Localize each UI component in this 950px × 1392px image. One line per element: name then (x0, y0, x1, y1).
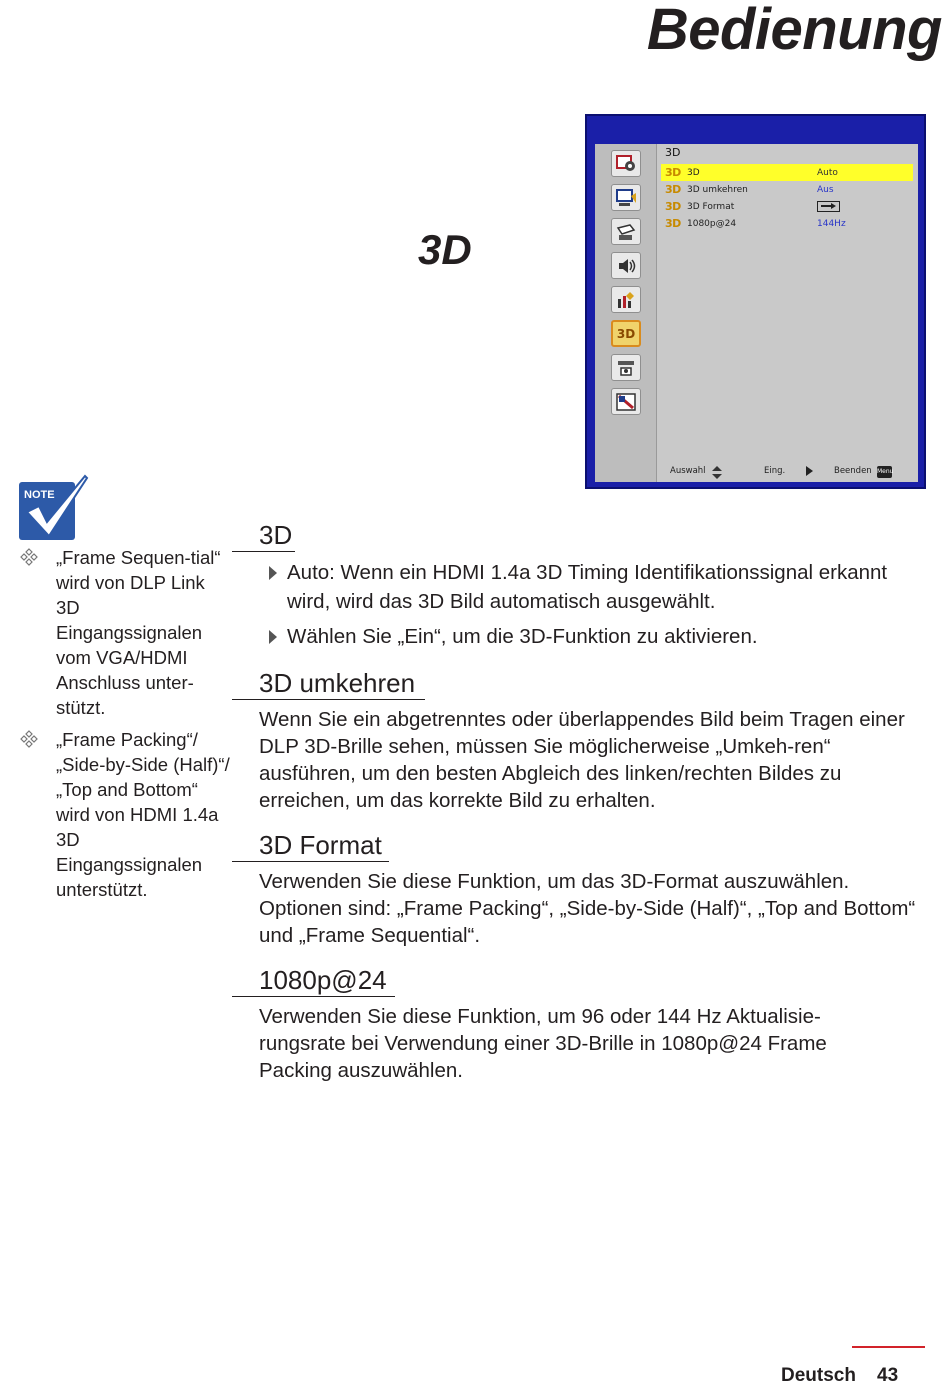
osd-footer (657, 462, 918, 482)
section-body: Wenn Sie ein abgetrenntes oder überlappendes Bild beim Tragen einer DLP 3D-Brille sehen, müssen Sie möglicherweise „Umkeh-ren“ ausführen, um den besten Abgleich des linken/rechten Bildes zu erreichen, um das korrekte Bild zu erhalten. (259, 708, 905, 812)
osd-row-value: Aus (817, 185, 834, 195)
footer-language: Deutsch (781, 1365, 856, 1386)
list-item (232, 622, 922, 651)
osd-row-3d (661, 164, 913, 181)
osd-3d-tab-label: 3D (616, 326, 636, 341)
osd-row-badge: 3D (665, 217, 681, 230)
osd-row-label: 1080p@24 (687, 219, 737, 229)
note-list (20, 545, 230, 909)
osd-row-label: 3D (687, 168, 700, 178)
image-settings-icon (611, 150, 641, 177)
note-icon (19, 474, 89, 542)
diamond-bullet-icon (20, 730, 38, 748)
osd-row-value: 144Hz (817, 219, 846, 229)
section-heading: 3D Format (232, 830, 922, 860)
section-3d-format (232, 830, 922, 949)
section-body: Verwenden Sie diese Funktion, um 96 oder 144 Hz Aktualisie-rungsrate bei Verwendung einer 3D-Brille in 1080p@24 Frame Packing auszuwählen. (259, 1005, 827, 1082)
input-source-icon (611, 388, 641, 415)
options-icon (611, 286, 641, 313)
osd-panel (595, 144, 918, 482)
section-body: Verwenden Sie diese Funktion, um das 3D-Format auszuwählen. Optionen sind: „Frame Packing“, „Side-by-Side (Half)“, „Top and Bottom“ und „Frame Sequential“. (259, 870, 916, 947)
list-item-text: Wählen Sie „Ein“, um die 3D-Funktion zu aktivieren. (287, 625, 758, 648)
right-arrow-icon (806, 466, 813, 476)
section-heading: 1080p@24 (232, 965, 922, 995)
osd-menu-title: 3D (665, 146, 681, 159)
list-item (232, 558, 922, 616)
osd-row-label: 3D Format (687, 202, 735, 212)
osd-footer-exit: Beenden (834, 466, 872, 476)
setup-icon (611, 218, 641, 245)
page-number: 43 (877, 1365, 899, 1386)
osd-footer-select: Auswahl (670, 466, 706, 476)
osd-sidebar (595, 144, 657, 482)
arrow-bullet-icon (269, 566, 277, 580)
section-3d-umkehren (232, 668, 922, 814)
footer-divider (852, 1346, 925, 1348)
osd-menu-screenshot (585, 114, 926, 489)
note-item (20, 545, 230, 720)
list-item-text: Auto: Wenn ein HDMI 1.4a 3D Timing Identifikationssignal erkannt wird, wird das 3D Bild automatisch ausgewählt. (287, 561, 888, 613)
osd-row-3d-format (661, 198, 913, 215)
note-text: „Frame Sequen-tial“ wird von DLP Link 3D Eingangssignalen vom VGA/HDMI Anschluss unter-stützt. (56, 547, 221, 718)
osd-row-value: Auto (817, 168, 838, 178)
note-item (20, 727, 230, 902)
section-1080p24 (232, 965, 922, 1084)
page-subtitle: 3D (418, 226, 472, 273)
diamond-bullet-icon (20, 548, 38, 566)
osd-row-badge: 3D (665, 200, 681, 213)
osd-row-label: 3D umkehren (687, 185, 748, 195)
osd-3d-tab (611, 320, 641, 347)
volume-icon (611, 252, 641, 279)
up-down-arrow-icon (712, 466, 722, 480)
osd-row-badge: 3D (665, 183, 681, 196)
section-3d (232, 520, 922, 651)
osd-row-1080p24 (661, 215, 913, 232)
lan-icon (611, 354, 641, 381)
menu-key-icon: Menu (877, 466, 892, 478)
section-heading: 3D umkehren (232, 668, 922, 698)
osd-row-3d-umkehren (661, 181, 913, 198)
note-text: „Frame Packing“/ „Side-by-Side (Half)“/„Top and Bottom“ wird von HDMI 1.4a 3D Eingangssignalen unterstützt. (56, 729, 230, 900)
osd-row-badge: 3D (665, 166, 681, 179)
chapter-title: Bedienung (646, 0, 942, 62)
section-heading: 3D (232, 520, 922, 550)
osd-footer-enter: Eing. (764, 466, 786, 476)
arrow-bullet-icon (269, 630, 277, 644)
svg-text:NOTE: NOTE (24, 489, 55, 501)
display-settings-icon (611, 184, 641, 211)
format-arrow-icon (817, 201, 840, 212)
